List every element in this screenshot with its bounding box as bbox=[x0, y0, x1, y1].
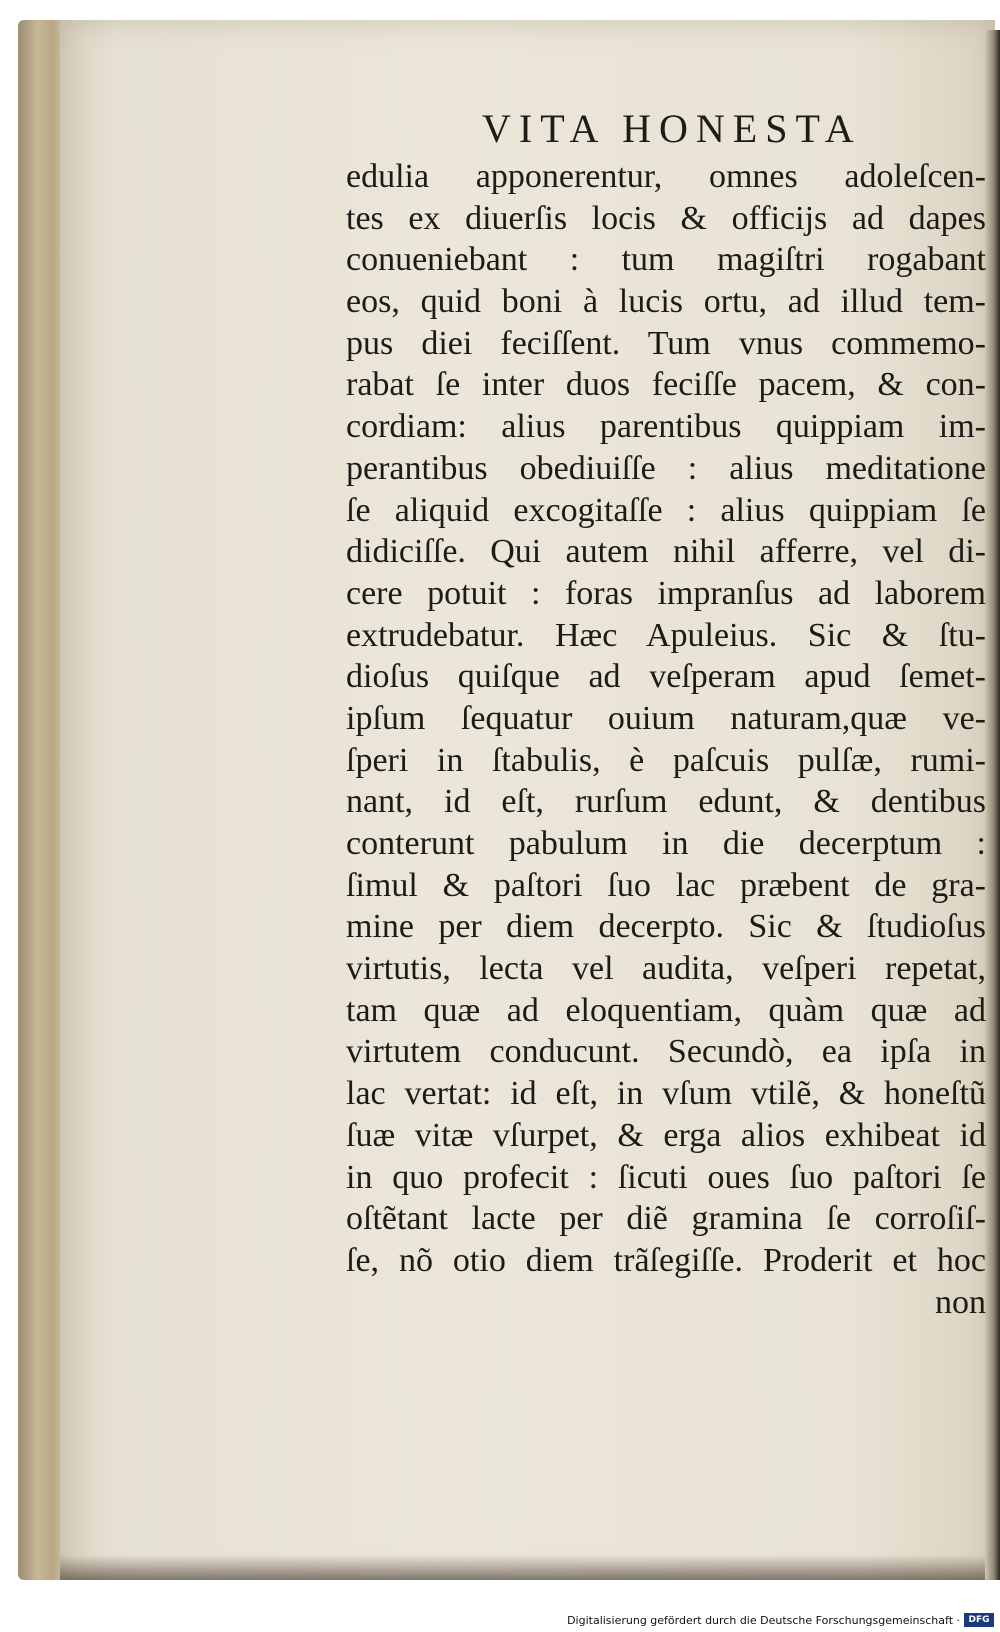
text-line: eos, quid boni à lucis ortu, ad illud tem- bbox=[346, 283, 986, 321]
digitization-footer bbox=[0, 1608, 1000, 1632]
running-head: VITA HONESTA bbox=[482, 106, 862, 151]
text-line: pus diei feciſſent. Tum vnus commemo- bbox=[346, 324, 986, 362]
text-line: extrudebatur. Hæc Apuleius. Sic & ſtu- bbox=[346, 616, 986, 654]
text-line: conueniebant : tum magiſtri rogabant bbox=[346, 241, 986, 279]
text-line: tam quæ ad eloquentiam, quàm quæ ad bbox=[346, 991, 986, 1029]
text-line: cere potuit : foras impranſus ad laborem bbox=[346, 574, 986, 612]
text-line: lac vertat: id eſt, in vſum vtilẽ, & honeſtũ bbox=[346, 1075, 986, 1113]
text-line: ſuæ vitæ vſurpet, & erga alios exhibeat id bbox=[346, 1116, 986, 1154]
text-line: ſimul & paſtori ſuo lac præbent de gra- bbox=[346, 866, 986, 904]
text-line: virtutem conducunt. Secundò, ea ipſa in bbox=[346, 1033, 986, 1071]
text-line: cordiam: alius parentibus quippiam im- bbox=[346, 408, 986, 446]
text-line: ſe aliquid excogitaſſe : alius quippiam ſe bbox=[346, 491, 986, 529]
text-line: rabat ſe inter duos feciſſe pacem, & con- bbox=[346, 366, 986, 404]
body-text bbox=[346, 156, 986, 1323]
text-line: perantibus obediuiſſe : alius meditatione bbox=[346, 449, 986, 487]
catchword: non bbox=[935, 1283, 986, 1321]
text-line: didiciſſe. Qui autem nihil afferre, vel di- bbox=[346, 533, 986, 571]
page-right-edge bbox=[985, 30, 1000, 1580]
dfg-logo: DFG bbox=[964, 1613, 994, 1627]
text-line: ſperi in ſtabulis, è paſcuis pulſæ, rumi- bbox=[346, 741, 986, 779]
text-line: in quo profecit : ſicuti oues ſuo paſtori ſe bbox=[346, 1158, 986, 1196]
text-line: dioſus quiſque ad veſperam apud ſemet- bbox=[346, 658, 986, 696]
text-line: edulia apponerentur, omnes adoleſcen- bbox=[346, 158, 986, 195]
text-line: conterunt pabulum in die decerptum : bbox=[346, 825, 986, 862]
text-line: oſtẽtant lacte per diẽ gramina ſe corroſiſ- bbox=[346, 1200, 986, 1238]
text-line: virtutis, lecta vel audita, veſperi repetat, bbox=[346, 950, 986, 988]
footer-credit: Digitalisierung gefördert durch die Deutsche Forschungsgemeinschaft · bbox=[567, 1614, 960, 1627]
text-line: tes ex diuerſis locis & officijs ad dapes bbox=[346, 199, 986, 237]
text-line: nant, id eſt, rurſum edunt, & dentibus bbox=[346, 783, 986, 821]
text-line: mine per diem decerpto. Sic & ſtudioſus bbox=[346, 908, 986, 946]
text-line: ipſum ſequatur ouium naturam,quæ ve- bbox=[346, 699, 986, 737]
page-bottom-shadow bbox=[60, 1555, 995, 1580]
text-line: ſe, nõ otio diem trãſegiſſe. Proderit et hoc bbox=[346, 1241, 986, 1279]
